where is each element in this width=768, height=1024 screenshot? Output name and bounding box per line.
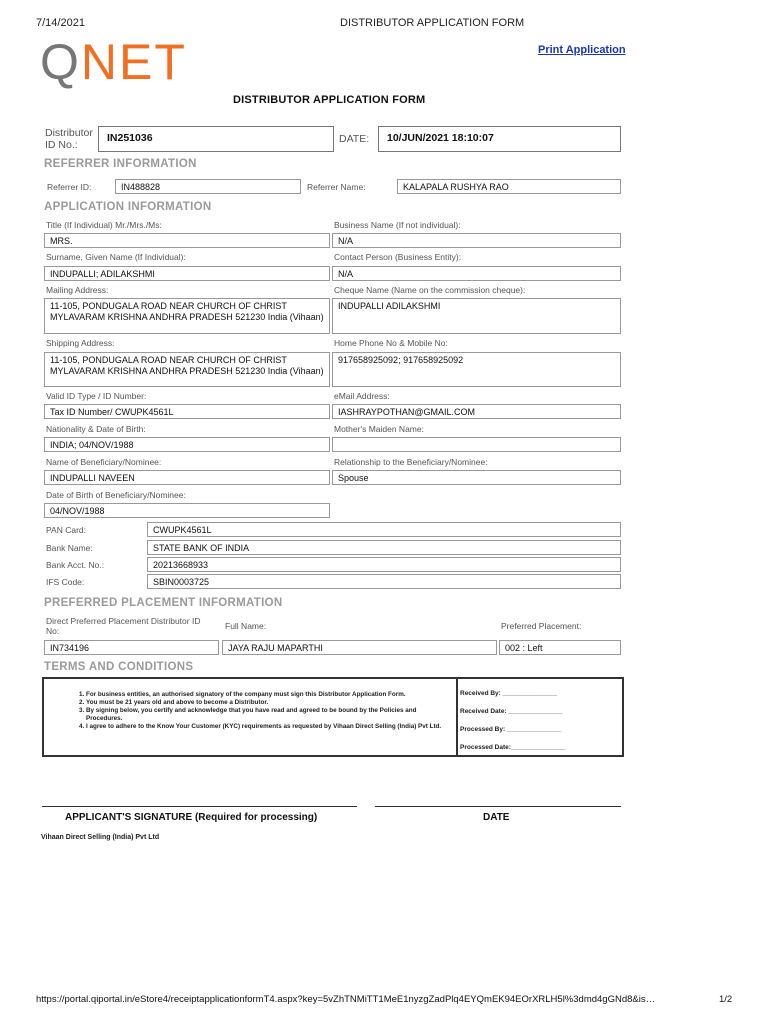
terms-box bbox=[42, 677, 624, 757]
print-application-link[interactable]: Print Application bbox=[538, 44, 626, 56]
pan-field: CWUPK4561L bbox=[147, 522, 621, 537]
nationality-label: Nationality & Date of Birth: bbox=[46, 424, 146, 434]
beneficiary-dob-label: Date of Birth of Beneficiary/Nominee: bbox=[46, 490, 186, 500]
form-title: DISTRIBUTOR APPLICATION FORM bbox=[233, 94, 426, 106]
company-name: Vihaan Direct Selling (India) Pvt Ltd bbox=[41, 834, 160, 841]
relationship-field: Spouse bbox=[332, 470, 621, 485]
bank-name-field: STATE BANK OF INDIA bbox=[147, 540, 621, 555]
page-url: https://portal.qiportal.in/eStore4/receiptapplicationformT4.aspx?key=5vZhTNMiTT1MeE1nyzgZadPlq4EYQmEK94EOrXRLH5l%3dmd4gGNd8&is… bbox=[36, 994, 656, 1005]
relationship-label: Relationship to the Beneficiary/Nominee: bbox=[334, 457, 488, 467]
terms-item: 4. I agree to adhere to the Know Your Customer (KYC) requirements as requested by Vihaan Direct Selling (India) Pvt Ltd. bbox=[86, 723, 454, 731]
email-label: eMail Address: bbox=[334, 391, 390, 401]
referrer-name-field: KALAPALA RUSHYA RAO bbox=[397, 179, 621, 194]
date-signature-line bbox=[375, 806, 621, 807]
processed-date: Processed Date:_______________ bbox=[460, 744, 566, 751]
terms-section-heading: TERMS AND CONDITIONS bbox=[44, 661, 194, 673]
preferred-placement-label: Preferred Placement: bbox=[501, 621, 582, 631]
maiden-name-field bbox=[332, 437, 621, 452]
referrer-name-label: Referrer Name: bbox=[307, 182, 366, 192]
mailing-address-field: 11-105, PONDUGALA ROAD NEAR CHURCH OF CHRIST MYLAVARAM KRISHNA ANDHRA PRADESH 521230 India (Vihaan) bbox=[44, 298, 330, 334]
distributor-id-label: Distributor ID No.: bbox=[45, 127, 93, 151]
direct-placement-field: IN734196 bbox=[44, 640, 219, 655]
phone-label: Home Phone No & Mobile No: bbox=[334, 338, 448, 348]
distributor-id-field: IN251036 bbox=[98, 126, 334, 152]
qnet-logo bbox=[40, 34, 187, 90]
business-name-field: N/A bbox=[332, 233, 621, 248]
id-type-label: Valid ID Type / ID Number: bbox=[46, 391, 147, 401]
received-date: Received Date: _______________ bbox=[460, 708, 563, 715]
email-field: IASHRAYPOTHAN@GMAIL.COM bbox=[332, 404, 621, 419]
title-field: MRS. bbox=[44, 233, 330, 248]
terms-divider bbox=[456, 679, 458, 755]
terms-list-container bbox=[44, 691, 454, 731]
terms-item: 2. You must be 21 years old and above to become a Distributor. bbox=[86, 699, 454, 707]
ifs-code-label: IFS Code: bbox=[46, 577, 85, 587]
full-name-label: Full Name: bbox=[225, 621, 267, 631]
contact-person-field: N/A bbox=[332, 266, 621, 281]
full-name-field: JAYA RAJU MAPARTHI bbox=[222, 640, 497, 655]
cheque-name-label: Cheque Name (Name on the commission cheque): bbox=[334, 285, 526, 295]
referrer-id-label: Referrer ID: bbox=[47, 182, 92, 192]
placement-section-heading: PREFERRED PLACEMENT INFORMATION bbox=[44, 597, 283, 609]
received-by: Received By: _______________ bbox=[460, 690, 557, 697]
cheque-name-field: INDUPALLI ADILAKSHMI bbox=[332, 298, 621, 334]
surname-field: INDUPALLI; ADILAKSHMI bbox=[44, 266, 330, 281]
referrer-id-field: IN488828 bbox=[115, 179, 301, 194]
print-date: 7/14/2021 bbox=[36, 17, 85, 29]
pan-label: PAN Card: bbox=[46, 525, 86, 535]
applicant-signature-line bbox=[42, 806, 357, 807]
page-number: 1/2 bbox=[719, 994, 733, 1005]
title-label: Title (If Individual) Mr./Mrs./Ms: bbox=[46, 220, 162, 230]
terms-list bbox=[44, 691, 454, 731]
id-type-field: Tax ID Number/ CWUPK4561L bbox=[44, 404, 330, 419]
maiden-name-label: Mother's Maiden Name: bbox=[334, 424, 424, 434]
terms-item: 1. For business entities, an authorised signatory of the company must sign this Distributor Application Form. bbox=[86, 691, 454, 699]
date-field: 10/JUN/2021 18:10:07 bbox=[378, 126, 621, 152]
logo-q: Q bbox=[40, 34, 81, 90]
contact-person-label: Contact Person (Business Entity): bbox=[334, 252, 462, 262]
print-title: DISTRIBUTOR APPLICATION FORM bbox=[340, 17, 525, 29]
application-section-heading: APPLICATION INFORMATION bbox=[44, 201, 212, 213]
shipping-address-label: Shipping Address: bbox=[46, 338, 115, 348]
surname-label: Surname, Given Name (If Individual): bbox=[46, 252, 186, 262]
applicant-signature-label: APPLICANT'S SIGNATURE (Required for processing) bbox=[65, 812, 318, 823]
referrer-section-heading: REFERRER INFORMATION bbox=[44, 158, 197, 170]
ifs-code-field: SBIN0003725 bbox=[147, 574, 621, 589]
preferred-placement-field: 002 : Left bbox=[499, 640, 621, 655]
bank-acct-field: 20213668933 bbox=[147, 557, 621, 572]
processed-by: Processed By: _______________ bbox=[460, 726, 562, 733]
terms-item: 3. By signing below, you certify and acknowledge that you have read and agreed to be bound by the Policies and Procedures. bbox=[86, 707, 454, 723]
business-name-label: Business Name (If not individual): bbox=[334, 220, 461, 230]
logo-net: NET bbox=[80, 34, 187, 90]
nationality-field: INDIA; 04/NOV/1988 bbox=[44, 437, 330, 452]
bank-acct-label: Bank Acct. No.: bbox=[46, 560, 105, 570]
mailing-address-label: Mailing Address: bbox=[46, 285, 109, 295]
beneficiary-label: Name of Beneficiary/Nominee: bbox=[46, 457, 162, 467]
date-label: DATE: bbox=[339, 133, 370, 145]
signature-date-label: DATE bbox=[483, 812, 510, 823]
shipping-address-field: 11-105, PONDUGALA ROAD NEAR CHURCH OF CHRIST MYLAVARAM KRISHNA ANDHRA PRADESH 521230 India (Vihaan) bbox=[44, 352, 330, 387]
bank-name-label: Bank Name: bbox=[46, 543, 93, 553]
beneficiary-dob-field: 04/NOV/1988 bbox=[44, 503, 330, 518]
direct-placement-label: Direct Preferred Placement Distributor ID No: bbox=[46, 616, 201, 636]
phone-field: 917658925092; 917658925092 bbox=[332, 352, 621, 387]
beneficiary-field: INDUPALLI NAVEEN bbox=[44, 470, 330, 485]
